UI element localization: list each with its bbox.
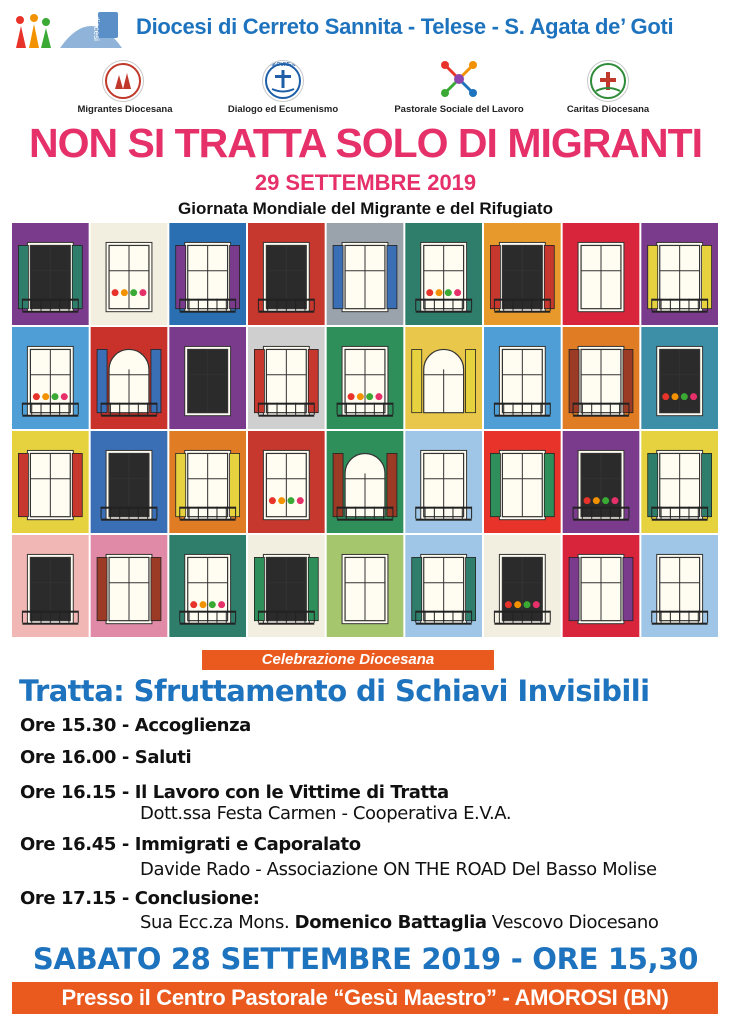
org-label-dialogo: Dialogo ed Ecumenismo [227, 104, 339, 115]
event-venue: Presso il Centro Pastorale “Gesù Maestro” - AMOROSI (BN) [12, 982, 718, 1014]
diocesi-logo-icon [58, 10, 124, 50]
speaker-name: Domenico Battaglia [294, 912, 487, 933]
program-item-4-speaker: Davide Rado - Associazione ON THE ROAD Del Basso Molise [140, 859, 657, 880]
migrantes-logo-icon [102, 60, 144, 102]
org-label-migrantes: Migrantes Diocesana [77, 104, 173, 115]
diocesi-logo-text: diocesi [92, 16, 101, 41]
poster-date: 29 SETTEMBRE 2019 [254, 170, 477, 195]
program-item-4: Ore 16.45 - Immigrati e Caporalato [20, 834, 361, 855]
event-title: Tratta: Sfruttamento di Schiavi Invisibili [19, 674, 650, 708]
program-item-3: Ore 16.15 - Il Lavoro con le Vittime di Tratta [20, 782, 449, 803]
caritas-logo-icon [587, 60, 629, 102]
program-item-5: Ore 17.15 - Conclusione: [20, 888, 260, 909]
org-label-caritas: Caritas Diocesana [566, 104, 650, 115]
oikoumene-logo-icon [262, 60, 304, 102]
celebration-badge: Celebrazione Diocesana [202, 650, 494, 670]
poster-title: NON SI TRATTA SOLO DI MIGRANTI [28, 120, 703, 166]
org-label-pastorale: Pastorale Sociale del Lavoro [394, 104, 524, 115]
pastorale-logo-icon [438, 58, 480, 100]
event-datetime: SABATO 28 SETTEMBRE 2019 - ORE 15,30 [32, 942, 699, 976]
program-item-2: Ore 16.00 - Saluti [20, 747, 192, 768]
poster-subtitle: Giornata Mondiale del Migrante e del Rifugiato [178, 199, 553, 218]
windows-illustration [12, 223, 718, 637]
windows-illustration-svg [12, 223, 718, 637]
program-item-1: Ore 15.30 - Accoglienza [20, 715, 251, 736]
diocese-title: Diocesi di Cerreto Sannita - Telese - S. Agata de’ Goti [136, 14, 674, 39]
oikoumene-logo-text: OIKOUMENE [267, 62, 299, 68]
speaker-role: Vescovo Diocesano [486, 912, 659, 933]
program-item-3-speaker: Dott.ssa Festa Carmen - Cooperativa E.V.A. [140, 803, 512, 824]
program-item-5-speaker [140, 912, 658, 933]
migrants-logo-icon [12, 12, 54, 52]
speaker-title: Sua Ecc.za Mons. [140, 912, 295, 933]
